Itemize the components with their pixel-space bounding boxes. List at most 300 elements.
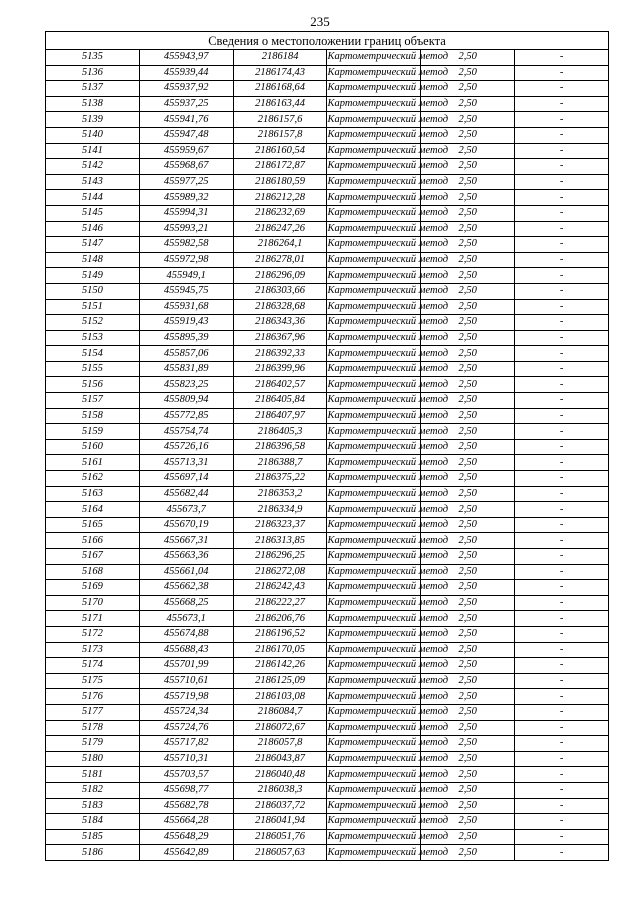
precision-cell: 2,50 <box>421 377 515 393</box>
table-row <box>46 455 609 471</box>
table-row <box>46 782 609 798</box>
precision-cell: 2,50 <box>421 673 515 689</box>
x-coordinate-cell: 455754,74 <box>139 424 233 440</box>
precision-cell: 2,50 <box>421 252 515 268</box>
method-cell: Картометрический метод <box>327 96 421 112</box>
description-cell: - <box>515 268 609 284</box>
y-coordinate-cell: 2186402,57 <box>233 377 327 393</box>
x-coordinate-cell: 455673,1 <box>139 611 233 627</box>
precision-cell: 2,50 <box>421 517 515 533</box>
point-number-cell: 5135 <box>46 50 140 66</box>
table-row <box>46 580 609 596</box>
point-number-cell: 5143 <box>46 174 140 190</box>
x-coordinate-cell: 455919,43 <box>139 315 233 331</box>
method-cell: Картометрический метод <box>327 486 421 502</box>
precision-cell: 2,50 <box>421 751 515 767</box>
point-number-cell: 5168 <box>46 564 140 580</box>
table-row <box>46 127 609 143</box>
precision-cell: 2,50 <box>421 221 515 237</box>
y-coordinate-cell: 2186264,1 <box>233 237 327 253</box>
method-cell: Картометрический метод <box>327 190 421 206</box>
description-cell: - <box>515 237 609 253</box>
precision-cell: 2,50 <box>421 315 515 331</box>
precision-cell: 2,50 <box>421 299 515 315</box>
method-cell: Картометрический метод <box>327 533 421 549</box>
precision-cell: 2,50 <box>421 159 515 175</box>
precision-cell: 2,50 <box>421 471 515 487</box>
y-coordinate-cell: 2186157,8 <box>233 127 327 143</box>
point-number-cell: 5178 <box>46 720 140 736</box>
method-cell: Картометрический метод <box>327 159 421 175</box>
precision-cell: 2,50 <box>421 704 515 720</box>
description-cell: - <box>515 361 609 377</box>
x-coordinate-cell: 455959,67 <box>139 143 233 159</box>
method-cell: Картометрический метод <box>327 143 421 159</box>
description-cell: - <box>515 580 609 596</box>
y-coordinate-cell: 2186184 <box>233 50 327 66</box>
description-cell: - <box>515 159 609 175</box>
precision-cell: 2,50 <box>421 658 515 674</box>
point-number-cell: 5142 <box>46 159 140 175</box>
y-coordinate-cell: 2186334,9 <box>233 502 327 518</box>
x-coordinate-cell: 455697,14 <box>139 471 233 487</box>
point-number-cell: 5175 <box>46 673 140 689</box>
x-coordinate-cell: 455895,39 <box>139 330 233 346</box>
point-number-cell: 5171 <box>46 611 140 627</box>
y-coordinate-cell: 2186125,09 <box>233 673 327 689</box>
table-row <box>46 424 609 440</box>
x-coordinate-cell: 455931,68 <box>139 299 233 315</box>
method-cell: Картометрический метод <box>327 845 421 861</box>
description-cell: - <box>515 502 609 518</box>
description-cell: - <box>515 205 609 221</box>
method-cell: Картометрический метод <box>327 127 421 143</box>
y-coordinate-cell: 2186051,76 <box>233 829 327 845</box>
method-cell: Картометрический метод <box>327 393 421 409</box>
description-cell: - <box>515 471 609 487</box>
y-coordinate-cell: 2186103,08 <box>233 689 327 705</box>
description-cell: - <box>515 299 609 315</box>
point-number-cell: 5152 <box>46 315 140 331</box>
table-row <box>46 315 609 331</box>
page-number: 235 <box>310 14 330 29</box>
method-cell: Картометрический метод <box>327 424 421 440</box>
point-number-cell: 5186 <box>46 845 140 861</box>
y-coordinate-cell: 2186328,68 <box>233 299 327 315</box>
y-coordinate-cell: 2186405,84 <box>233 393 327 409</box>
x-coordinate-cell: 455724,34 <box>139 704 233 720</box>
precision-cell: 2,50 <box>421 626 515 642</box>
y-coordinate-cell: 2186072,67 <box>233 720 327 736</box>
method-cell: Картометрический метод <box>327 736 421 752</box>
precision-cell: 2,50 <box>421 112 515 128</box>
point-number-cell: 5166 <box>46 533 140 549</box>
precision-cell: 2,50 <box>421 782 515 798</box>
method-cell: Картометрический метод <box>327 439 421 455</box>
precision-cell: 2,50 <box>421 361 515 377</box>
table-row <box>46 377 609 393</box>
precision-cell: 2,50 <box>421 393 515 409</box>
point-number-cell: 5167 <box>46 549 140 565</box>
point-number-cell: 5150 <box>46 283 140 299</box>
table-row <box>46 237 609 253</box>
precision-cell: 2,50 <box>421 50 515 66</box>
y-coordinate-cell: 2186232,69 <box>233 205 327 221</box>
point-number-cell: 5153 <box>46 330 140 346</box>
precision-cell: 2,50 <box>421 564 515 580</box>
y-coordinate-cell: 2186196,52 <box>233 626 327 642</box>
description-cell: - <box>515 564 609 580</box>
method-cell: Картометрический метод <box>327 564 421 580</box>
precision-cell: 2,50 <box>421 736 515 752</box>
method-cell: Картометрический метод <box>327 502 421 518</box>
description-cell: - <box>515 346 609 362</box>
description-cell: - <box>515 611 609 627</box>
y-coordinate-cell: 2186272,08 <box>233 564 327 580</box>
point-number-cell: 5160 <box>46 439 140 455</box>
table-row <box>46 564 609 580</box>
y-coordinate-cell: 2186172,87 <box>233 159 327 175</box>
description-cell: - <box>515 221 609 237</box>
x-coordinate-cell: 455972,98 <box>139 252 233 268</box>
point-number-cell: 5158 <box>46 408 140 424</box>
method-cell: Картометрический метод <box>327 580 421 596</box>
y-coordinate-cell: 2186392,33 <box>233 346 327 362</box>
x-coordinate-cell: 455941,76 <box>139 112 233 128</box>
table-row <box>46 190 609 206</box>
method-cell: Картометрический метод <box>327 174 421 190</box>
x-coordinate-cell: 455857,06 <box>139 346 233 362</box>
precision-cell: 2,50 <box>421 595 515 611</box>
point-number-cell: 5138 <box>46 96 140 112</box>
table-row <box>46 361 609 377</box>
table-row <box>46 689 609 705</box>
description-cell: - <box>515 689 609 705</box>
method-cell: Картометрический метод <box>327 65 421 81</box>
x-coordinate-cell: 455664,28 <box>139 814 233 830</box>
x-coordinate-cell: 455947,48 <box>139 127 233 143</box>
y-coordinate-cell: 2186343,36 <box>233 315 327 331</box>
x-coordinate-cell: 455937,92 <box>139 81 233 97</box>
precision-cell: 2,50 <box>421 689 515 705</box>
precision-cell: 2,50 <box>421 814 515 830</box>
boundary-points-table <box>45 31 609 861</box>
point-number-cell: 5136 <box>46 65 140 81</box>
description-cell: - <box>515 720 609 736</box>
description-cell: - <box>515 642 609 658</box>
table-row <box>46 595 609 611</box>
point-number-cell: 5149 <box>46 268 140 284</box>
description-cell: - <box>515 595 609 611</box>
y-coordinate-cell: 2186040,48 <box>233 767 327 783</box>
precision-cell: 2,50 <box>421 439 515 455</box>
table-row <box>46 65 609 81</box>
y-coordinate-cell: 2186399,96 <box>233 361 327 377</box>
table-row <box>46 486 609 502</box>
x-coordinate-cell: 455673,7 <box>139 502 233 518</box>
table-row <box>46 159 609 175</box>
x-coordinate-cell: 455648,29 <box>139 829 233 845</box>
table-heading: Сведения о местоположении границ объекта <box>46 32 609 50</box>
point-number-cell: 5181 <box>46 767 140 783</box>
method-cell: Картометрический метод <box>327 798 421 814</box>
description-cell: - <box>515 845 609 861</box>
y-coordinate-cell: 2186168,64 <box>233 81 327 97</box>
description-cell: - <box>515 814 609 830</box>
table-row <box>46 393 609 409</box>
table-row <box>46 439 609 455</box>
precision-cell: 2,50 <box>421 829 515 845</box>
method-cell: Картометрический метод <box>327 361 421 377</box>
precision-cell: 2,50 <box>421 81 515 97</box>
description-cell: - <box>515 143 609 159</box>
precision-cell: 2,50 <box>421 720 515 736</box>
x-coordinate-cell: 455719,98 <box>139 689 233 705</box>
method-cell: Картометрический метод <box>327 642 421 658</box>
y-coordinate-cell: 2186142,26 <box>233 658 327 674</box>
description-cell: - <box>515 174 609 190</box>
y-coordinate-cell: 2186163,44 <box>233 96 327 112</box>
point-number-cell: 5179 <box>46 736 140 752</box>
description-cell: - <box>515 50 609 66</box>
y-coordinate-cell: 2186206,76 <box>233 611 327 627</box>
description-cell: - <box>515 424 609 440</box>
table-row <box>46 330 609 346</box>
point-number-cell: 5161 <box>46 455 140 471</box>
precision-cell: 2,50 <box>421 190 515 206</box>
x-coordinate-cell: 455670,19 <box>139 517 233 533</box>
method-cell: Картометрический метод <box>327 315 421 331</box>
point-number-cell: 5183 <box>46 798 140 814</box>
x-coordinate-cell: 455674,88 <box>139 626 233 642</box>
description-cell: - <box>515 377 609 393</box>
x-coordinate-cell: 455726,16 <box>139 439 233 455</box>
precision-cell: 2,50 <box>421 767 515 783</box>
y-coordinate-cell: 2186043,87 <box>233 751 327 767</box>
y-coordinate-cell: 2186037,72 <box>233 798 327 814</box>
point-number-cell: 5176 <box>46 689 140 705</box>
x-coordinate-cell: 455661,04 <box>139 564 233 580</box>
method-cell: Картометрический метод <box>327 252 421 268</box>
description-cell: - <box>515 112 609 128</box>
precision-cell: 2,50 <box>421 642 515 658</box>
description-cell: - <box>515 626 609 642</box>
point-number-cell: 5159 <box>46 424 140 440</box>
description-cell: - <box>515 829 609 845</box>
point-number-cell: 5146 <box>46 221 140 237</box>
x-coordinate-cell: 455943,97 <box>139 50 233 66</box>
y-coordinate-cell: 2186303,66 <box>233 283 327 299</box>
x-coordinate-cell: 455809,94 <box>139 393 233 409</box>
precision-cell: 2,50 <box>421 533 515 549</box>
precision-cell: 2,50 <box>421 96 515 112</box>
y-coordinate-cell: 2186367,96 <box>233 330 327 346</box>
description-cell: - <box>515 455 609 471</box>
table-row <box>46 50 609 66</box>
table-row <box>46 642 609 658</box>
point-number-cell: 5169 <box>46 580 140 596</box>
y-coordinate-cell: 2186160,54 <box>233 143 327 159</box>
point-number-cell: 5185 <box>46 829 140 845</box>
description-cell: - <box>515 127 609 143</box>
precision-cell: 2,50 <box>421 845 515 861</box>
description-cell: - <box>515 439 609 455</box>
table-row <box>46 814 609 830</box>
y-coordinate-cell: 2186278,01 <box>233 252 327 268</box>
y-coordinate-cell: 2186242,43 <box>233 580 327 596</box>
point-number-cell: 5162 <box>46 471 140 487</box>
precision-cell: 2,50 <box>421 611 515 627</box>
precision-cell: 2,50 <box>421 346 515 362</box>
table-row <box>46 549 609 565</box>
x-coordinate-cell: 455968,67 <box>139 159 233 175</box>
x-coordinate-cell: 455772,85 <box>139 408 233 424</box>
description-cell: - <box>515 393 609 409</box>
precision-cell: 2,50 <box>421 143 515 159</box>
method-cell: Картометрический метод <box>327 268 421 284</box>
method-cell: Картометрический метод <box>327 205 421 221</box>
table-row <box>46 751 609 767</box>
method-cell: Картометрический метод <box>327 471 421 487</box>
table-row <box>46 502 609 518</box>
table-row <box>46 626 609 642</box>
y-coordinate-cell: 2186157,6 <box>233 112 327 128</box>
table-row <box>46 533 609 549</box>
precision-cell: 2,50 <box>421 408 515 424</box>
y-coordinate-cell: 2186407,97 <box>233 408 327 424</box>
method-cell: Картометрический метод <box>327 517 421 533</box>
method-cell: Картометрический метод <box>327 330 421 346</box>
x-coordinate-cell: 455724,76 <box>139 720 233 736</box>
method-cell: Картометрический метод <box>327 689 421 705</box>
table-row <box>46 174 609 190</box>
table-row <box>46 720 609 736</box>
method-cell: Картометрический метод <box>327 237 421 253</box>
precision-cell: 2,50 <box>421 237 515 253</box>
method-cell: Картометрический метод <box>327 720 421 736</box>
x-coordinate-cell: 455823,25 <box>139 377 233 393</box>
precision-cell: 2,50 <box>421 549 515 565</box>
description-cell: - <box>515 517 609 533</box>
precision-cell: 2,50 <box>421 424 515 440</box>
y-coordinate-cell: 2186396,58 <box>233 439 327 455</box>
description-cell: - <box>515 673 609 689</box>
method-cell: Картометрический метод <box>327 221 421 237</box>
y-coordinate-cell: 2186353,2 <box>233 486 327 502</box>
y-coordinate-cell: 2186405,3 <box>233 424 327 440</box>
table-row <box>46 81 609 97</box>
precision-cell: 2,50 <box>421 268 515 284</box>
table-row <box>46 205 609 221</box>
point-number-cell: 5148 <box>46 252 140 268</box>
x-coordinate-cell: 455710,61 <box>139 673 233 689</box>
x-coordinate-cell: 455939,44 <box>139 65 233 81</box>
y-coordinate-cell: 2186041,94 <box>233 814 327 830</box>
point-number-cell: 5180 <box>46 751 140 767</box>
table-row <box>46 283 609 299</box>
y-coordinate-cell: 2186375,22 <box>233 471 327 487</box>
y-coordinate-cell: 2186212,28 <box>233 190 327 206</box>
point-number-cell: 5164 <box>46 502 140 518</box>
table-row <box>46 221 609 237</box>
x-coordinate-cell: 455701,99 <box>139 658 233 674</box>
precision-cell: 2,50 <box>421 65 515 81</box>
y-coordinate-cell: 2186313,85 <box>233 533 327 549</box>
method-cell: Картометрический метод <box>327 549 421 565</box>
table-row <box>46 517 609 533</box>
method-cell: Картометрический метод <box>327 377 421 393</box>
x-coordinate-cell: 455717,82 <box>139 736 233 752</box>
table-row <box>46 829 609 845</box>
point-number-cell: 5155 <box>46 361 140 377</box>
point-number-cell: 5174 <box>46 658 140 674</box>
x-coordinate-cell: 455994,31 <box>139 205 233 221</box>
method-cell: Картометрический метод <box>327 346 421 362</box>
y-coordinate-cell: 2186084,7 <box>233 704 327 720</box>
y-coordinate-cell: 2186388,7 <box>233 455 327 471</box>
precision-cell: 2,50 <box>421 455 515 471</box>
method-cell: Картометрический метод <box>327 767 421 783</box>
table-row <box>46 408 609 424</box>
description-cell: - <box>515 96 609 112</box>
point-number-cell: 5145 <box>46 205 140 221</box>
point-number-cell: 5144 <box>46 190 140 206</box>
x-coordinate-cell: 455713,31 <box>139 455 233 471</box>
y-coordinate-cell: 2186296,25 <box>233 549 327 565</box>
x-coordinate-cell: 455993,21 <box>139 221 233 237</box>
description-cell: - <box>515 736 609 752</box>
point-number-cell: 5140 <box>46 127 140 143</box>
point-number-cell: 5157 <box>46 393 140 409</box>
y-coordinate-cell: 2186222,27 <box>233 595 327 611</box>
x-coordinate-cell: 455949,1 <box>139 268 233 284</box>
description-cell: - <box>515 798 609 814</box>
y-coordinate-cell: 2186174,43 <box>233 65 327 81</box>
precision-cell: 2,50 <box>421 486 515 502</box>
description-cell: - <box>515 782 609 798</box>
method-cell: Картометрический метод <box>327 704 421 720</box>
table-row <box>46 767 609 783</box>
x-coordinate-cell: 455982,58 <box>139 237 233 253</box>
y-coordinate-cell: 2186170,05 <box>233 642 327 658</box>
y-coordinate-cell: 2186038,3 <box>233 782 327 798</box>
x-coordinate-cell: 455703,57 <box>139 767 233 783</box>
x-coordinate-cell: 455688,43 <box>139 642 233 658</box>
x-coordinate-cell: 455667,31 <box>139 533 233 549</box>
method-cell: Картометрический метод <box>327 751 421 767</box>
description-cell: - <box>515 767 609 783</box>
table-row <box>46 471 609 487</box>
method-cell: Картометрический метод <box>327 829 421 845</box>
precision-cell: 2,50 <box>421 580 515 596</box>
y-coordinate-cell: 2186323,37 <box>233 517 327 533</box>
y-coordinate-cell: 2186057,8 <box>233 736 327 752</box>
table-row <box>46 704 609 720</box>
precision-cell: 2,50 <box>421 502 515 518</box>
table-row <box>46 845 609 861</box>
description-cell: - <box>515 658 609 674</box>
description-cell: - <box>515 252 609 268</box>
table-row <box>46 673 609 689</box>
point-number-cell: 5165 <box>46 517 140 533</box>
table-row <box>46 112 609 128</box>
table-row <box>46 96 609 112</box>
point-number-cell: 5139 <box>46 112 140 128</box>
method-cell: Картометрический метод <box>327 81 421 97</box>
point-number-cell: 5182 <box>46 782 140 798</box>
table-body <box>46 50 609 861</box>
method-cell: Картометрический метод <box>327 782 421 798</box>
